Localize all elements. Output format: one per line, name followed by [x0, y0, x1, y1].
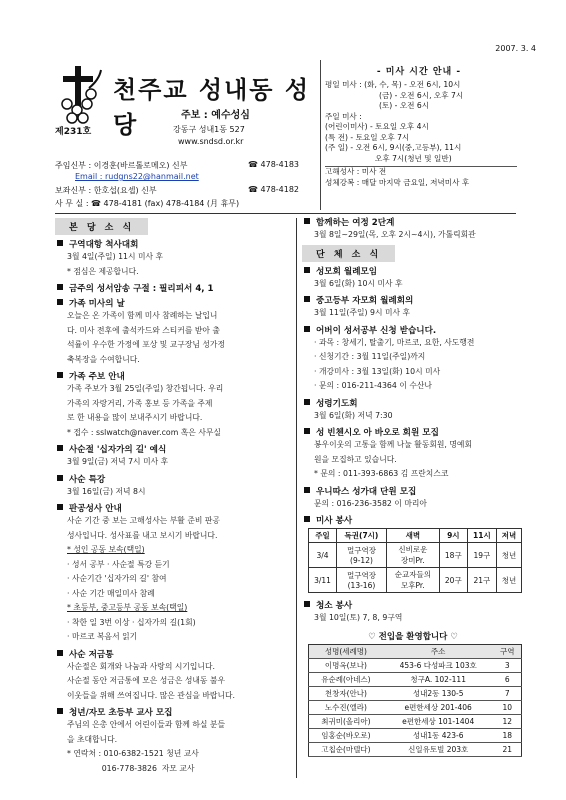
- news-line: 축복장을 수여합니다.: [67, 354, 140, 364]
- table-cell: 순교자들의 모후Pr.: [386, 568, 439, 593]
- mass-line: 오후 7시(청년 및 일반): [375, 153, 452, 163]
- table-cell: 신비로운 장미Pr.: [386, 543, 439, 568]
- mass-line: (토) - 오전 6시: [379, 101, 430, 110]
- news-line: 성사입니다. 성사표를 내고 보시기 바랍니다.: [67, 530, 218, 540]
- news-line: 016-778-3826 자모 교사: [67, 763, 195, 773]
- news-item-title: 가족 주보 안내: [55, 370, 291, 382]
- mass-line: 고해성사 : 미사 전: [325, 166, 517, 178]
- staff-assistant: 보좌신부 : 한호섭(요셉) 신부 ☎ 478-4182: [55, 185, 300, 195]
- news-line: 로 한 내용을 많이 보내주시기 바랍니다.: [67, 413, 203, 422]
- news-item-title: 사순절 '십자가의 길' 예식: [55, 443, 291, 455]
- group-line: 문의 : 016-236-3582 이 마리아: [314, 498, 427, 508]
- table-cell: 3/4: [309, 543, 337, 568]
- table-header-row: [309, 644, 522, 658]
- news-line: · 착한 일 3번 이상 · 십자가의 길(1회): [67, 617, 196, 627]
- journey-title: 함께하는 여정 2단계: [302, 216, 524, 228]
- welcome-table: [308, 644, 522, 757]
- group-item-title: 어버이 성서공부 신청 받습니다.: [302, 324, 524, 336]
- table-cell: 18구: [439, 543, 467, 568]
- column-divider: [296, 218, 297, 778]
- news-line: 사순 기간 중 보는 고해성사는 부활 준비 판공: [67, 516, 220, 525]
- news-line: 오늘은 온 가족이 함께 미사 참례하는 날입니: [67, 311, 218, 320]
- mass-line: (금) - 오전 6시, 오후 7시: [379, 90, 464, 100]
- table-row: 이명옥(보나) 453-6 다성파크 103호 3: [309, 658, 522, 672]
- table-cell: 3/11: [309, 568, 337, 593]
- news-contact-email-line[interactable]: * 접수 : sslwatch@naver.com 혹은 사무실: [67, 427, 221, 437]
- mass-service-table: [308, 528, 522, 593]
- news-item-title: 사순 특강: [55, 473, 291, 485]
- group-item-title: 성 빈첸시오 아 바오로 회원 모집: [302, 426, 524, 438]
- group-item-title: 성령기도회: [302, 397, 524, 409]
- table-cell: 19구: [467, 543, 496, 568]
- table-row: 임홍순(바오로) 성내1동 423-6 18: [309, 728, 522, 742]
- journey-line: 3월 8일~29일(목, 오후 2시~4시), 가톨릭회관: [314, 230, 476, 239]
- welcome-title: ♡ 전입을 환영합니다 ♡: [368, 631, 458, 642]
- mass-line: (어린이미사) - 토요일 오후 4시: [325, 122, 429, 131]
- table-header: 구역: [494, 644, 522, 658]
- news-item-title: 가족 미사의 날: [55, 297, 291, 309]
- table-header: 성명(세례명): [309, 644, 383, 658]
- staff-office: 사 무 실 : ☎ 478-4181 (fax) 478-4184 (月 휴무): [55, 199, 240, 208]
- table-cell: 21구: [467, 568, 496, 593]
- group-line: · 과목 : 창세기, 탈출기, 마르코, 요한, 사도행전: [314, 337, 475, 347]
- cleaning-title: 청소 봉사: [302, 599, 524, 611]
- staff-email[interactable]: Email : rudgns22@hanmail.net: [75, 172, 199, 181]
- group-line: · 문의 : 016-211-4364 이 수산나: [314, 381, 432, 390]
- news-item-title: 사순 저금통: [55, 648, 291, 660]
- news-line: 이웃들을 위해 쓰여집니다. 많은 관심을 바랍니다.: [67, 690, 235, 700]
- group-line: 3월 6일(화) 저녁 7:30: [314, 410, 393, 420]
- church-address: 강동구 성내1동 527: [173, 125, 245, 134]
- mass-line: 성체강복 : 매달 마지막 금요일, 저녁미사 후: [325, 177, 470, 187]
- news-line: 석률이 우수한 가정에 포상 및 교구장님 성가정: [67, 340, 225, 349]
- mass-line: (특 전) - 토요일 오후 7시: [325, 132, 410, 142]
- news-line: · 사순 기간 매일미사 참례: [67, 588, 155, 598]
- table-row: 노수진(엘라) e편한세상 201-406 10: [309, 700, 522, 714]
- news-line: · 마르코 복음서 읽기: [67, 632, 138, 641]
- mass-line: (주 일) - 오전 6시, 9시(중,고등부), 11시: [325, 143, 462, 152]
- parish-news-heading: 본 당 소 식: [55, 218, 148, 235]
- news-line: 가족의 자랑거리, 가족 홍보 등 가족을 주제: [67, 398, 213, 408]
- table-row: [309, 543, 522, 568]
- patron-label: 주보 : 예수성심: [181, 110, 250, 121]
- header-divider: [55, 213, 516, 214]
- church-name: 천주교 성내동 성당: [113, 76, 310, 139]
- news-item-title: 금주의 성서암송 구절 : 필리피서 4, 1: [55, 282, 291, 294]
- news-line: * 성인 공동 보속(택일): [67, 545, 145, 554]
- news-item-title: 판공성사 안내: [55, 502, 291, 514]
- group-item-title: 우니따스 성가대 단원 모집: [302, 485, 524, 497]
- table-row: 고칩순(마텔다) 신일유토빌 203호 21: [309, 742, 522, 756]
- cleaning-line: 3월 10일(토) 7, 8, 9구역: [314, 613, 403, 622]
- group-item-title: 미사 봉사: [302, 514, 524, 526]
- news-line: 사순절 동안 저금통에 모은 성금은 성내동 불우: [67, 676, 225, 685]
- table-header: 독권(7시): [337, 529, 387, 543]
- news-line: 3월 9일(금) 저녁 7시 미사 후: [67, 457, 169, 466]
- issue-number: 제231호: [55, 127, 92, 137]
- group-line: · 개강미사 : 3월 13일(화) 10시 미사: [314, 366, 441, 376]
- mass-line: 평일 미사 : (화, 수, 목) - 오전 6시, 10시: [325, 80, 461, 89]
- church-website: www.sndsd.or.kr: [178, 137, 244, 146]
- table-header: 주일: [309, 529, 337, 543]
- news-line: 주님의 은총 안에서 어린이들과 함께 하실 분들: [67, 720, 225, 729]
- news-item-title: 구역대항 척사대회: [55, 238, 291, 250]
- news-line: 3월 4일(주일) 11시 미사 후: [67, 252, 164, 261]
- bulletin-date: 2007. 3. 4: [495, 44, 536, 53]
- mass-schedule-box: [320, 60, 517, 210]
- news-line: · 사순기간 '십자가의 길' 참여: [67, 574, 167, 583]
- news-line: · 성서 공부 · 사순절 특강 듣기: [67, 559, 170, 569]
- mass-line: 주일 미사 :: [325, 111, 362, 121]
- group-line: 원을 모집하고 있습니다.: [314, 454, 397, 464]
- news-line: 다. 미사 전후에 출석카드와 스티커를 받아 출: [67, 325, 220, 335]
- table-row: 최귀미(올리아) e편한세상 101-1404 12: [309, 714, 522, 728]
- group-line: * 문의 : 011-393-6863 김 프란치스코: [314, 469, 449, 478]
- church-logo-icon: [55, 66, 103, 128]
- parish-news-column: [55, 218, 291, 776]
- news-line: * 초등부, 중고등부 공동 보속(택일): [67, 603, 188, 612]
- table-header: 저녁: [496, 529, 521, 543]
- table-row: [309, 568, 522, 593]
- table-header: 새벽: [386, 529, 439, 543]
- group-item-title: 성모회 월례모임: [302, 265, 524, 277]
- mass-schedule-list: [321, 80, 517, 188]
- group-line: 3월 6일(화) 10시 미사 후: [314, 278, 403, 288]
- group-line: 봉우이웃의 고통을 함께 나눌 활동회원, 명예회: [314, 440, 472, 449]
- table-header-row: [309, 529, 522, 543]
- table-row: 유순례(아네스) 청구A. 102-111 6: [309, 672, 522, 686]
- table-cell: 청년: [496, 568, 521, 593]
- news-line: 가족 주보가 3월 25일(주일) 창간됩니다. 우리: [67, 384, 224, 393]
- mass-schedule-title: - 미사 시간 안내 -: [376, 67, 462, 77]
- table-cell: 멀구역장 (9-12): [337, 543, 387, 568]
- table-cell: 멀구역장 (13-16): [337, 568, 387, 593]
- news-item-title: 청년/자모 초등부 교사 모집: [55, 706, 291, 718]
- news-line: * 점심은 제공합니다.: [67, 266, 139, 276]
- news-line: 을 초대합니다.: [67, 734, 118, 744]
- staff-pastor: 주임신부 : 이경훈(바르톨로메오) 신부 ☎ 478-4183: [55, 160, 300, 170]
- group-line: · 신청기간 : 3월 11일(주일)까지: [314, 352, 426, 361]
- table-header: 9시: [439, 529, 467, 543]
- group-news-heading: 단 체 소 식: [302, 245, 395, 262]
- group-item-title: 중고등부 자모회 월례회의: [302, 294, 524, 306]
- table-header: 주소: [383, 644, 494, 658]
- news-line: 사순절은 회개와 나눔과 사랑의 시기입니다.: [67, 661, 215, 671]
- news-line: 3월 16일(금) 저녁 8시: [67, 486, 146, 496]
- group-line: 3월 11일(주일) 9시 미사 후: [314, 308, 411, 317]
- table-row: 천창자(안나) 성내2동 130-5 7: [309, 686, 522, 700]
- news-line: * 연락처 : 010-6382-1521 청년 교사: [67, 749, 199, 758]
- table-header: 11시: [467, 529, 496, 543]
- table-cell: 청년: [496, 543, 521, 568]
- table-cell: 20구: [439, 568, 467, 593]
- group-news-column: [302, 216, 524, 757]
